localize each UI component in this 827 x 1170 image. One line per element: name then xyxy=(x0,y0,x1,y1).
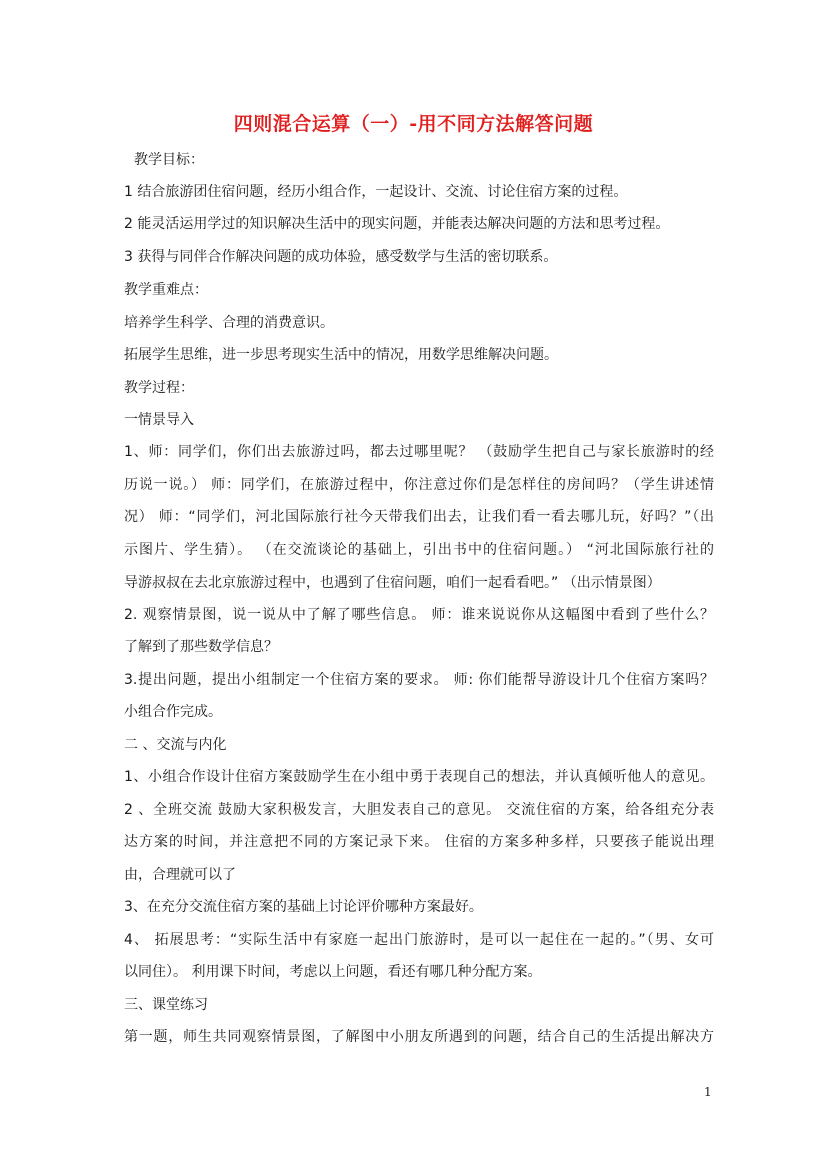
subsection-heading-intro: 一情景导入 xyxy=(124,412,194,428)
subsection-heading-exchange: 二 、交流与内化 xyxy=(124,737,227,753)
page-number: 1 xyxy=(704,1085,712,1099)
paragraph-line: 3、在充分交流住宿方案的基础上讨论评价哪种方案最好。 xyxy=(124,899,483,915)
key-point-2: 拓展学生思维，进一步思考现实生活中的情况，用数学思维解决问题。 xyxy=(124,347,558,363)
section-heading-key-points: 教学重难点： xyxy=(124,282,208,298)
paragraph-line: 第一题，师生共同观察情景图，了解图中小朋友所遇到的问题，结合自己的生活提出解决方 xyxy=(124,1029,714,1045)
document-title: 四则混合运算（一）-用不同方法解答问题 xyxy=(233,113,594,135)
objective-1: 1 结合旅游团住宿问题，经历小组合作，一起设计、交流、讨论住宿方案的过程。 xyxy=(124,184,628,200)
paragraph-line: 1、师：同学们，你们出去旅游过吗，都去过哪里呢？ （鼓励学生把自己与家长旅游时的经 xyxy=(124,444,714,460)
paragraph-line: 由，合理就可以了 xyxy=(124,867,236,883)
objective-3: 3 获得与同伴合作解决问题的成功体验，感受数学与生活的密切联系。 xyxy=(124,249,558,265)
paragraph-line: 3.提出问题，提出小组制定一个住宿方案的要求。 师: 你们能帮导游设计几个住宿方案吗？ xyxy=(124,672,714,688)
section-heading-process: 教学过程： xyxy=(124,380,194,396)
paragraph-line: 导游叔叔在去北京旅游过程中，也遇到了住宿问题，咱们一起看看吧。” （出示情景图） xyxy=(124,575,661,591)
paragraph-line: 达方案的时间，并注意把不同的方案记录下来。 住宿的方案多种多样，只要孩子能说出理 xyxy=(124,834,714,850)
paragraph-line: 4、 拓展思考：“实际生活中有家庭一起出门旅游时，是可以一起住在一起的。”（男、女可 xyxy=(124,932,714,948)
paragraph-line: 了解到了那些数学信息？ xyxy=(124,639,278,655)
paragraph-line: 小组合作完成。 xyxy=(124,704,222,720)
paragraph-line: 以同住）。 利用课下时间，考虑以上问题，看还有哪几种分配方案。 xyxy=(124,964,542,980)
key-point-1: 培养学生科学、合理的消费意识。 xyxy=(124,315,334,331)
paragraph-line: 示图片、学生猜）。 （在交流谈论的基础上，引出书中的住宿问题。） “河北国际旅行社的 xyxy=(124,542,714,558)
paragraph-line: 况） 师：“同学们，河北国际旅行社今天带我们出去，让我们看一看去哪儿玩，好吗？”（出 xyxy=(124,509,714,525)
objective-2: 2 能灵活运用学过的知识解决生活中的现实问题，并能表达解决问题的方法和思考过程。 xyxy=(124,216,670,232)
paragraph-line: 历说一说。） 师：同学们，在旅游过程中，你注意过你们是怎样住的房间吗？（学生讲述情 xyxy=(124,477,714,493)
paragraph-line: 2. 观察情景图，说一说从中了解了哪些信息。 师：谁来说说你从这幅图中看到了些什么？ xyxy=(124,607,714,623)
subsection-heading-practice: 三、课堂练习 xyxy=(124,997,208,1013)
section-heading-objectives: 教学目标： xyxy=(134,152,204,168)
paragraph-line: 1、小组合作设计住宿方案鼓励学生在小组中勇于表现自己的想法，并认真倾听他人的意见。 xyxy=(124,769,714,785)
paragraph-line: 2 、全班交流 鼓励大家积极发言，大胆发表自己的意见。 交流住宿的方案，给各组充分表 xyxy=(124,802,714,818)
